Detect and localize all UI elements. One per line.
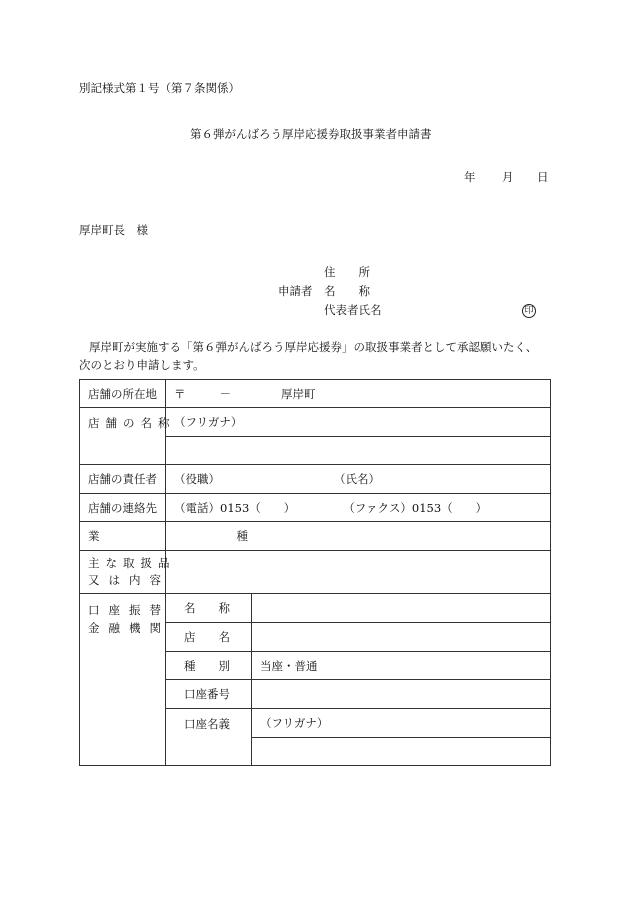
account-type-label: 種 別 xyxy=(166,652,252,680)
application-table xyxy=(79,379,551,766)
account-holder-field[interactable] xyxy=(252,738,551,766)
date-year: 年 xyxy=(464,170,476,184)
applicant-name-label: 名 称 xyxy=(324,284,370,298)
addressee: 厚岸町長 様 xyxy=(79,223,148,237)
manager-position: （役職） xyxy=(174,472,220,486)
bank-branch-field[interactable] xyxy=(252,623,551,652)
fax-field: （ファクス）0153（ ） xyxy=(343,500,488,515)
document-title: 第６弾がんばろう厚岸応援券取扱事業者申請書 xyxy=(190,127,432,141)
row-store-name xyxy=(80,408,551,437)
intro-line-2: 次のとおり申請します。 xyxy=(79,358,205,372)
manager-field[interactable] xyxy=(166,465,551,494)
row-industry xyxy=(80,522,551,551)
store-name-field[interactable] xyxy=(166,437,551,465)
account-holder-furigana-field[interactable]: （フリガナ） xyxy=(252,709,551,738)
bank-name-label: 名 称 xyxy=(166,594,252,623)
account-number-field[interactable] xyxy=(252,680,551,709)
intro-line-1: 厚岸町が実施する「第６弾がんばろう厚岸応援券」の取扱事業者として承認願いたく、 xyxy=(89,340,538,354)
phone-field: （電話）0153（ ） xyxy=(174,500,296,515)
seal-mark xyxy=(522,302,536,318)
bank-branch-label: 店 名 xyxy=(166,623,252,652)
applicant-label: 申請者 xyxy=(278,284,313,298)
products-field[interactable] xyxy=(166,551,551,594)
store-name-furigana-field[interactable]: （フリガナ） xyxy=(166,408,551,437)
seal-icon: 印 xyxy=(522,304,536,318)
bank-label: 口座振替 金融機関 xyxy=(80,594,166,766)
postal-mark: 〒 xyxy=(174,386,186,401)
account-number-label: 口座番号 xyxy=(166,680,252,709)
representative-label: 代表者氏名 xyxy=(324,303,382,317)
store-name-label: 店舗の名称 xyxy=(80,408,166,465)
row-contact xyxy=(80,494,551,522)
manager-label: 店舗の責任者 xyxy=(80,465,166,494)
form-reference: 別記様式第１号（第７条関係） xyxy=(79,81,240,95)
products-label: 主な取扱品 又は内容 xyxy=(80,551,166,594)
manager-name: （氏名） xyxy=(334,472,380,486)
town-name: 厚岸町 xyxy=(281,386,316,401)
account-holder-label: 口座名義 xyxy=(166,709,252,766)
postal-dash: － xyxy=(219,386,231,401)
location-label: 店舗の所在地 xyxy=(80,380,166,408)
date-day: 日 xyxy=(537,170,549,184)
industry-label: 業 種 xyxy=(80,522,166,551)
contact-label: 店舗の連絡先 xyxy=(80,494,166,522)
row-products xyxy=(80,551,551,594)
bank-name-field[interactable] xyxy=(252,594,551,623)
date-month: 月 xyxy=(502,170,514,184)
account-type-field[interactable]: 当座・普通 xyxy=(252,652,551,680)
row-bank-name xyxy=(80,594,551,623)
row-location xyxy=(80,380,551,408)
applicant-address-label: 住 所 xyxy=(324,265,370,279)
location-field[interactable] xyxy=(166,380,551,408)
row-manager xyxy=(80,465,551,494)
contact-field[interactable] xyxy=(166,494,551,522)
